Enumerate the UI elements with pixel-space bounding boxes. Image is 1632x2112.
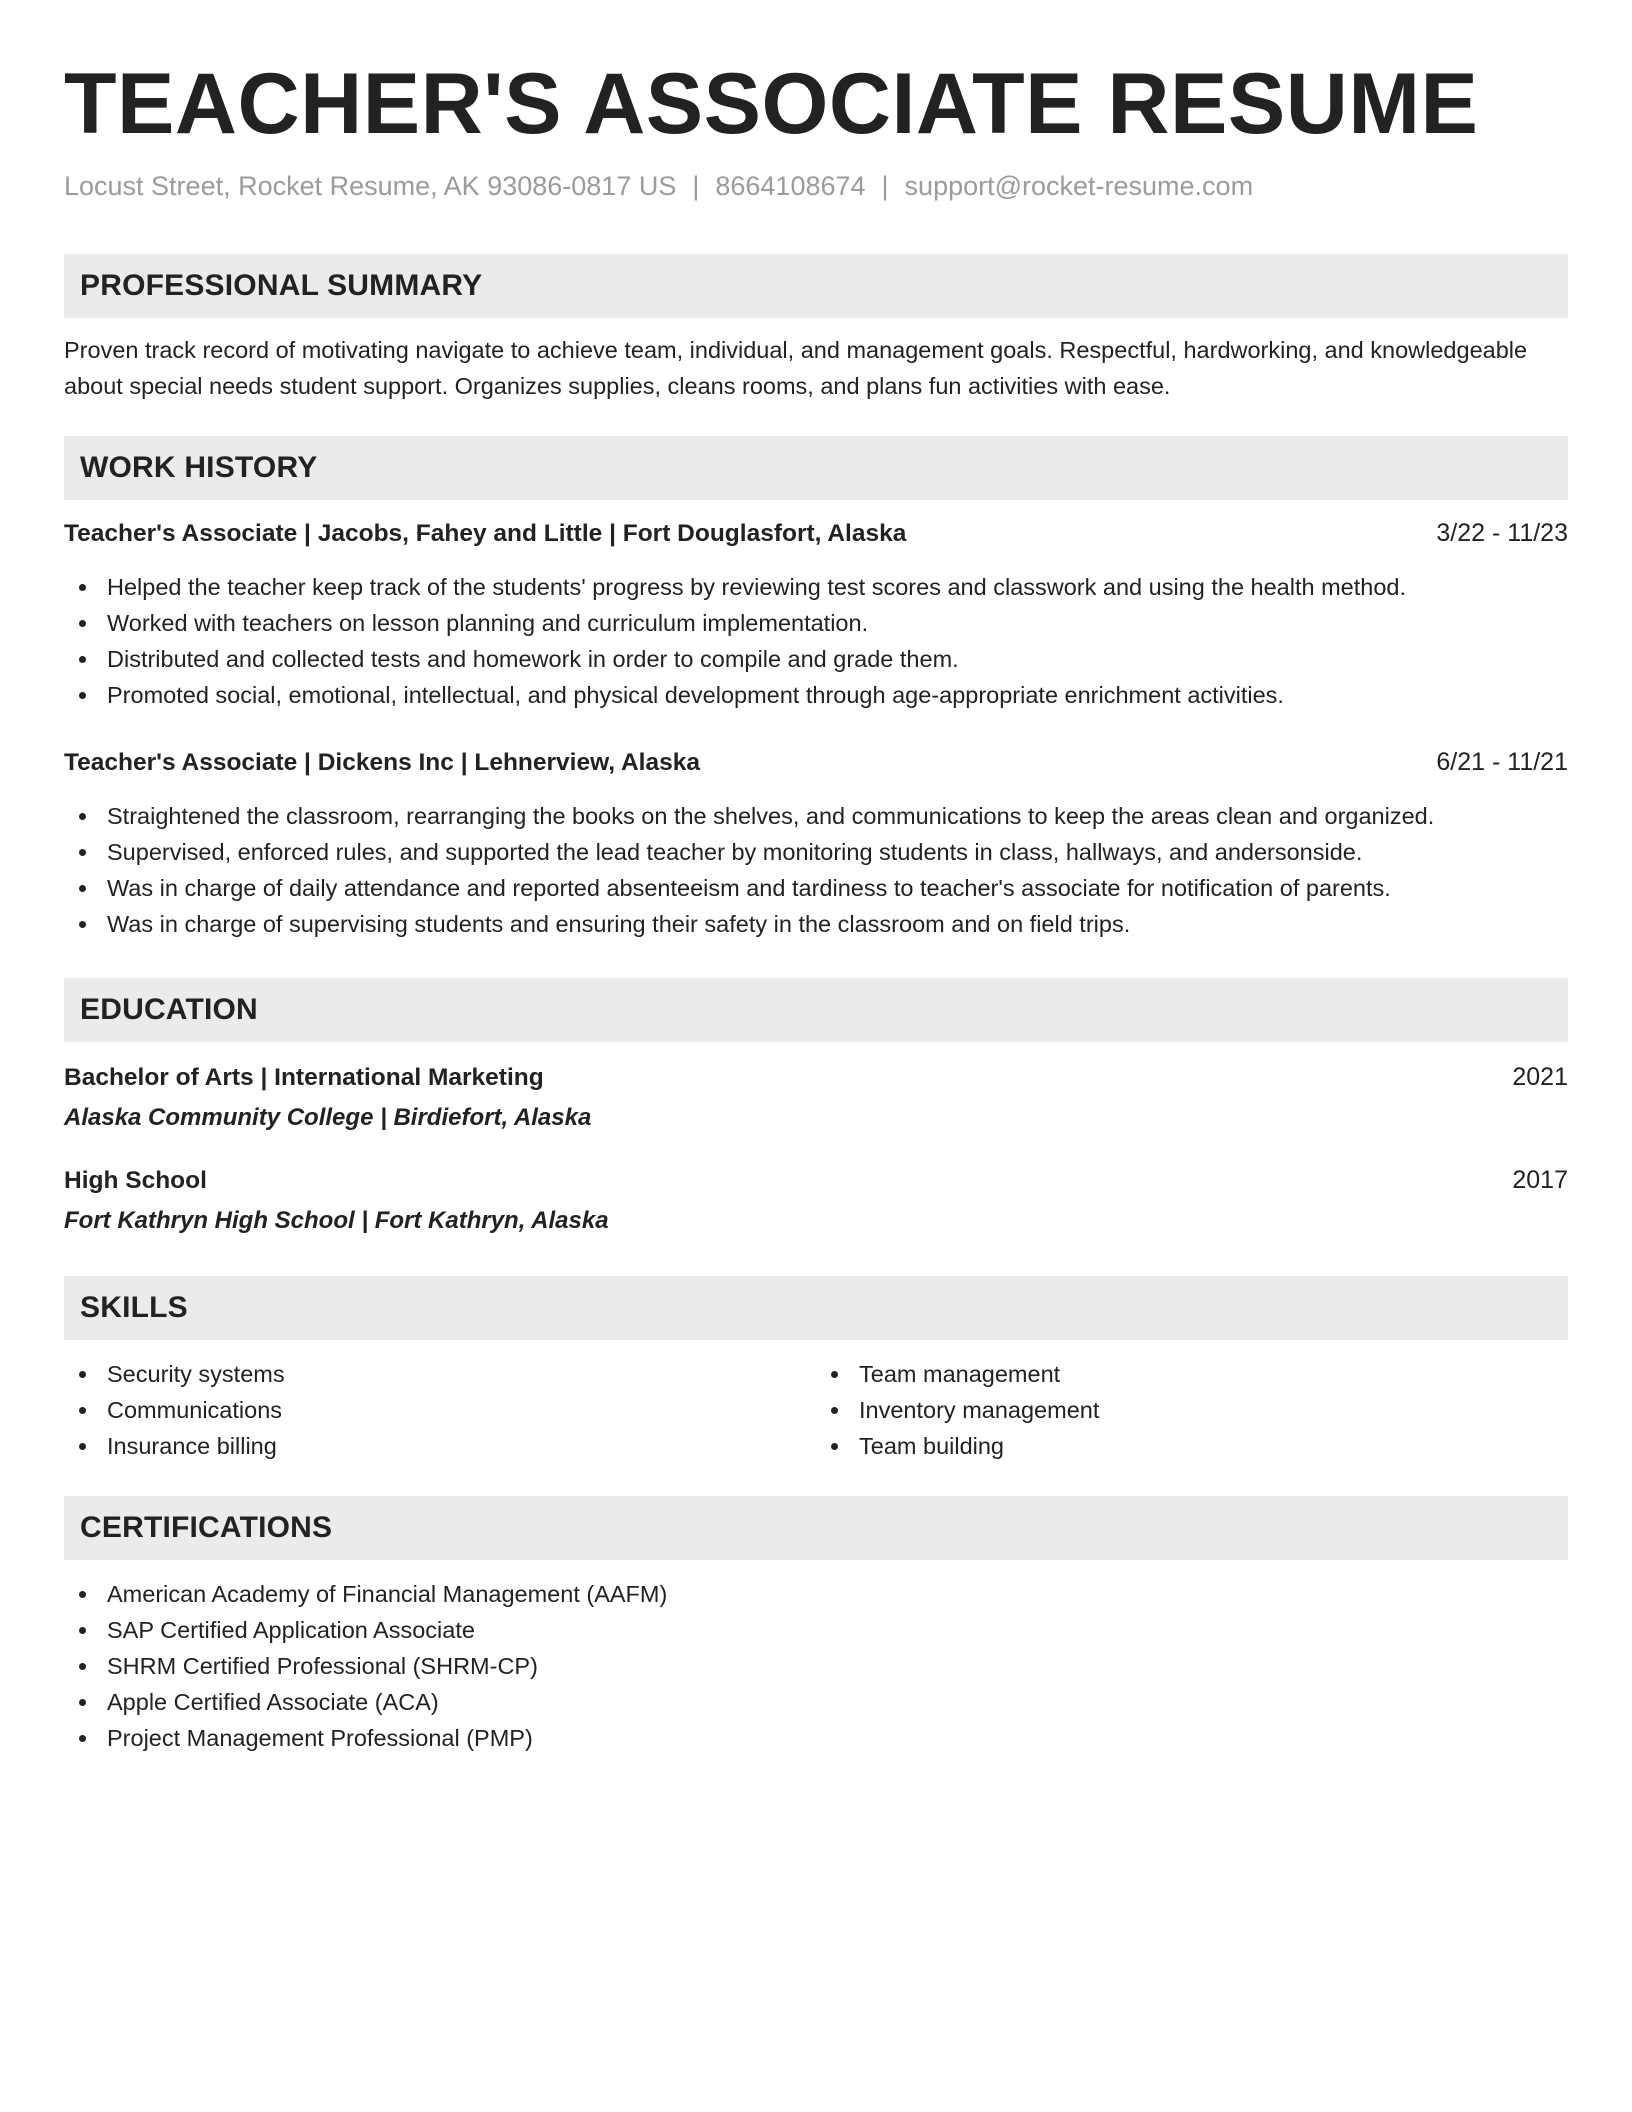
resume-title: TEACHER'S ASSOCIATE RESUME: [64, 56, 1479, 152]
education-header: [64, 1058, 1568, 1097]
summary-text: Proven track record of motivating navigate to achieve team, individual, and management goals. Respectful, hardworking, and knowledgeable about special needs student support. Organizes supplies, cleans rooms, and plans fun activities with ease.: [64, 337, 1528, 399]
job-bullet: Distributed and collected tests and homework in order to compile and grade them.: [76, 641, 1568, 677]
job-dates: 6/21 - 11/21: [1436, 748, 1568, 776]
contact-separator: |: [692, 171, 700, 201]
skills-list-left: [64, 1356, 816, 1464]
skill-item: Team management: [828, 1356, 1568, 1392]
job-entry: [64, 514, 1568, 713]
certifications-list: [64, 1576, 1568, 1756]
education-entry: [64, 1058, 1568, 1137]
contact-separator: |: [881, 171, 889, 201]
certification-item: Project Management Professional (PMP): [76, 1720, 1568, 1756]
job-bullet: Supervised, enforced rules, and supported the lead teacher by monitoring students in class, hallways, and andersonside.: [76, 834, 1568, 870]
job-title: Teacher's Associate | Dickens Inc | Lehnerview, Alaska: [64, 749, 700, 776]
job-bullet: Helped the teacher keep track of the students' progress by reviewing test scores and classwork and using the health method.: [76, 569, 1568, 605]
contact-phone: 8664108674: [715, 171, 866, 201]
education-degree: High School: [64, 1167, 207, 1194]
certification-item: SAP Certified Application Associate: [76, 1612, 1568, 1648]
section-header-education: EDUCATION: [64, 978, 1568, 1042]
contact-email: support@rocket-resume.com: [904, 171, 1254, 201]
education-degree: Bachelor of Arts | International Marketing: [64, 1064, 544, 1091]
contact-address: Locust Street, Rocket Resume, AK 93086-0817 US: [64, 171, 677, 201]
education-year: 2021: [1512, 1063, 1568, 1091]
skill-item: Inventory management: [828, 1392, 1568, 1428]
skills-columns: [64, 1356, 1568, 1464]
skill-item: Communications: [76, 1392, 816, 1428]
education-school: Fort Kathryn High School | Fort Kathryn, Alaska: [64, 1207, 609, 1234]
section-header-certifications: CERTIFICATIONS: [64, 1496, 1568, 1560]
contact-line: [64, 168, 1568, 204]
section-header-work-history: WORK HISTORY: [64, 436, 1568, 500]
job-bullet: Worked with teachers on lesson planning and curriculum implementation.: [76, 605, 1568, 641]
skill-item: Insurance billing: [76, 1428, 816, 1464]
job-header: [64, 743, 1568, 782]
job-bullet: Straightened the classroom, rearranging the books on the shelves, and communications to keep the areas clean and organized.: [76, 798, 1568, 834]
job-bullet: Was in charge of daily attendance and reported absenteeism and tardiness to teacher's associate for notification of parents.: [76, 870, 1568, 906]
job-dates: 3/22 - 11/23: [1436, 519, 1568, 547]
job-header: [64, 514, 1568, 553]
certification-item: American Academy of Financial Management (AAFM): [76, 1576, 1568, 1612]
job-entry: [64, 743, 1568, 942]
certification-item: Apple Certified Associate (ACA): [76, 1684, 1568, 1720]
education-year: 2017: [1512, 1166, 1568, 1194]
section-header-summary: PROFESSIONAL SUMMARY: [64, 254, 1568, 318]
job-bullets: [64, 798, 1568, 942]
education-header: [64, 1161, 1568, 1200]
skill-item: Security systems: [76, 1356, 816, 1392]
education-entry: [64, 1161, 1568, 1240]
job-bullets: [64, 569, 1568, 713]
job-title: Teacher's Associate | Jacobs, Fahey and Little | Fort Douglasfort, Alaska: [64, 520, 907, 547]
job-bullet: Promoted social, emotional, intellectual, and physical development through age-appropriate enrichment activities.: [76, 677, 1568, 713]
job-bullet: Was in charge of supervising students and ensuring their safety in the classroom and on field trips.: [76, 906, 1568, 942]
skill-item: Team building: [828, 1428, 1568, 1464]
certification-item: SHRM Certified Professional (SHRM-CP): [76, 1648, 1568, 1684]
section-header-skills: SKILLS: [64, 1276, 1568, 1340]
education-school: Alaska Community College | Birdiefort, Alaska: [64, 1104, 592, 1131]
skills-list-right: [816, 1356, 1568, 1464]
